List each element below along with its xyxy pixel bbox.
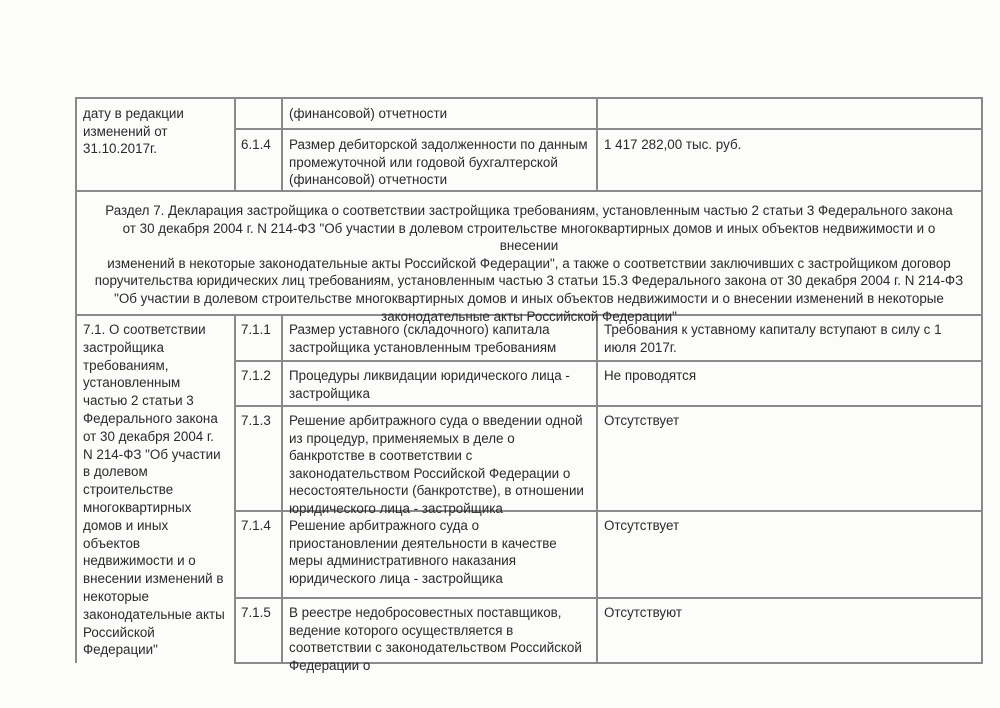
section-header-line: "Об участии в долевом строительстве многоквартирных домов и иных объектов недвижимости и о внесении изменений в некоторые: [114, 290, 944, 306]
item-number: 7.1.2: [241, 368, 271, 383]
item-description: (финансовой) отчетности: [289, 106, 448, 121]
left-label-text: дату в редакции изменений от 31.10.2017г.: [83, 106, 184, 156]
item-value: Отсутствуют: [604, 605, 682, 620]
section-header-line: изменений в некоторые законодательные акты Российской Федерации", а также о соответствии заключивших с застройщиком договор: [107, 255, 951, 271]
group-7-1-label-cell: [76, 316, 234, 659]
item-number: 7.1.1: [241, 322, 271, 337]
table-border-right: [981, 97, 983, 663]
item-value: [597, 100, 981, 105]
group-7-1-label: 7.1. О соответствии застройщика требованиям, установленным частью 2 статьи 3 Федерального закона от 30 декабря 2004 г. N 214-ФЗ "Об участии в долевом строительстве многоквартирных домов и иных объектов недвижимости и о внесении изменений в некоторые законодательные акты Российской Федерации": [83, 322, 225, 658]
item-number: 7.1.4: [241, 518, 271, 533]
item-description: Процедуры ликвидации юридического лица - застройщика: [289, 368, 570, 401]
item-description: Решение арбитражного суда о приостановлении деятельности в качестве меры административного наказания юридического лица - застройщика: [289, 518, 557, 586]
section-header-line: законодательные акты Российской Федерации": [381, 308, 677, 324]
section-7-header: [76, 192, 982, 324]
item-description: В реестре недобросовестных поставщиков, ведение которого осуществляется в соответствии с законодательством Российской Федерации о: [289, 605, 582, 673]
section-header-line: поручительства юридических лиц требованиям, установленным частью 3 статьи 15.3 Федерального закона от 30 декабря 2004 г. N 214-ФЗ: [94, 273, 964, 289]
item-description: Размер дебиторской задолженности по данным промежуточной или годовой бухгалтерской (финансовой) отчетности: [289, 137, 588, 187]
item-description: Решение арбитражного суда о введении одной из процедур, применяемых в деле о банкротстве в соответствии с законодательством Российской Федерации о несостоятельности (банкротстве), в отношении юридического лица - застройщика: [289, 413, 584, 516]
item-value: Не проводятся: [604, 368, 697, 383]
item-number: 7.1.3: [241, 413, 271, 428]
item-value: Отсутствует: [604, 413, 680, 428]
row-divider: [234, 128, 983, 130]
item-value: Отсутствует: [604, 518, 680, 533]
section-header-line: от 30 декабря 2004 г. N 214-ФЗ "Об участии в долевом строительстве многоквартирных домов и иных объектов недвижимости и о внесении: [122, 220, 936, 254]
section-header-line: Раздел 7. Декларация застройщика о соответствии застройщика требованиям, установленным частью 2 статьи 3 Федерального закона: [105, 203, 953, 218]
table-border-top: [75, 97, 983, 99]
item-value: 1 417 282,00 тыс. руб.: [604, 137, 742, 152]
item-number: 7.1.5: [241, 605, 271, 620]
item-number: [235, 100, 281, 105]
item-value: Требования к уставному капиталу вступают в силу с 1 июля 2017г.: [604, 322, 942, 355]
item-description: Размер уставного (складочного) капитала застройщика установленным требованиям: [289, 322, 557, 355]
left-label-cell: [76, 100, 234, 158]
item-number: 6.1.4: [241, 137, 271, 152]
